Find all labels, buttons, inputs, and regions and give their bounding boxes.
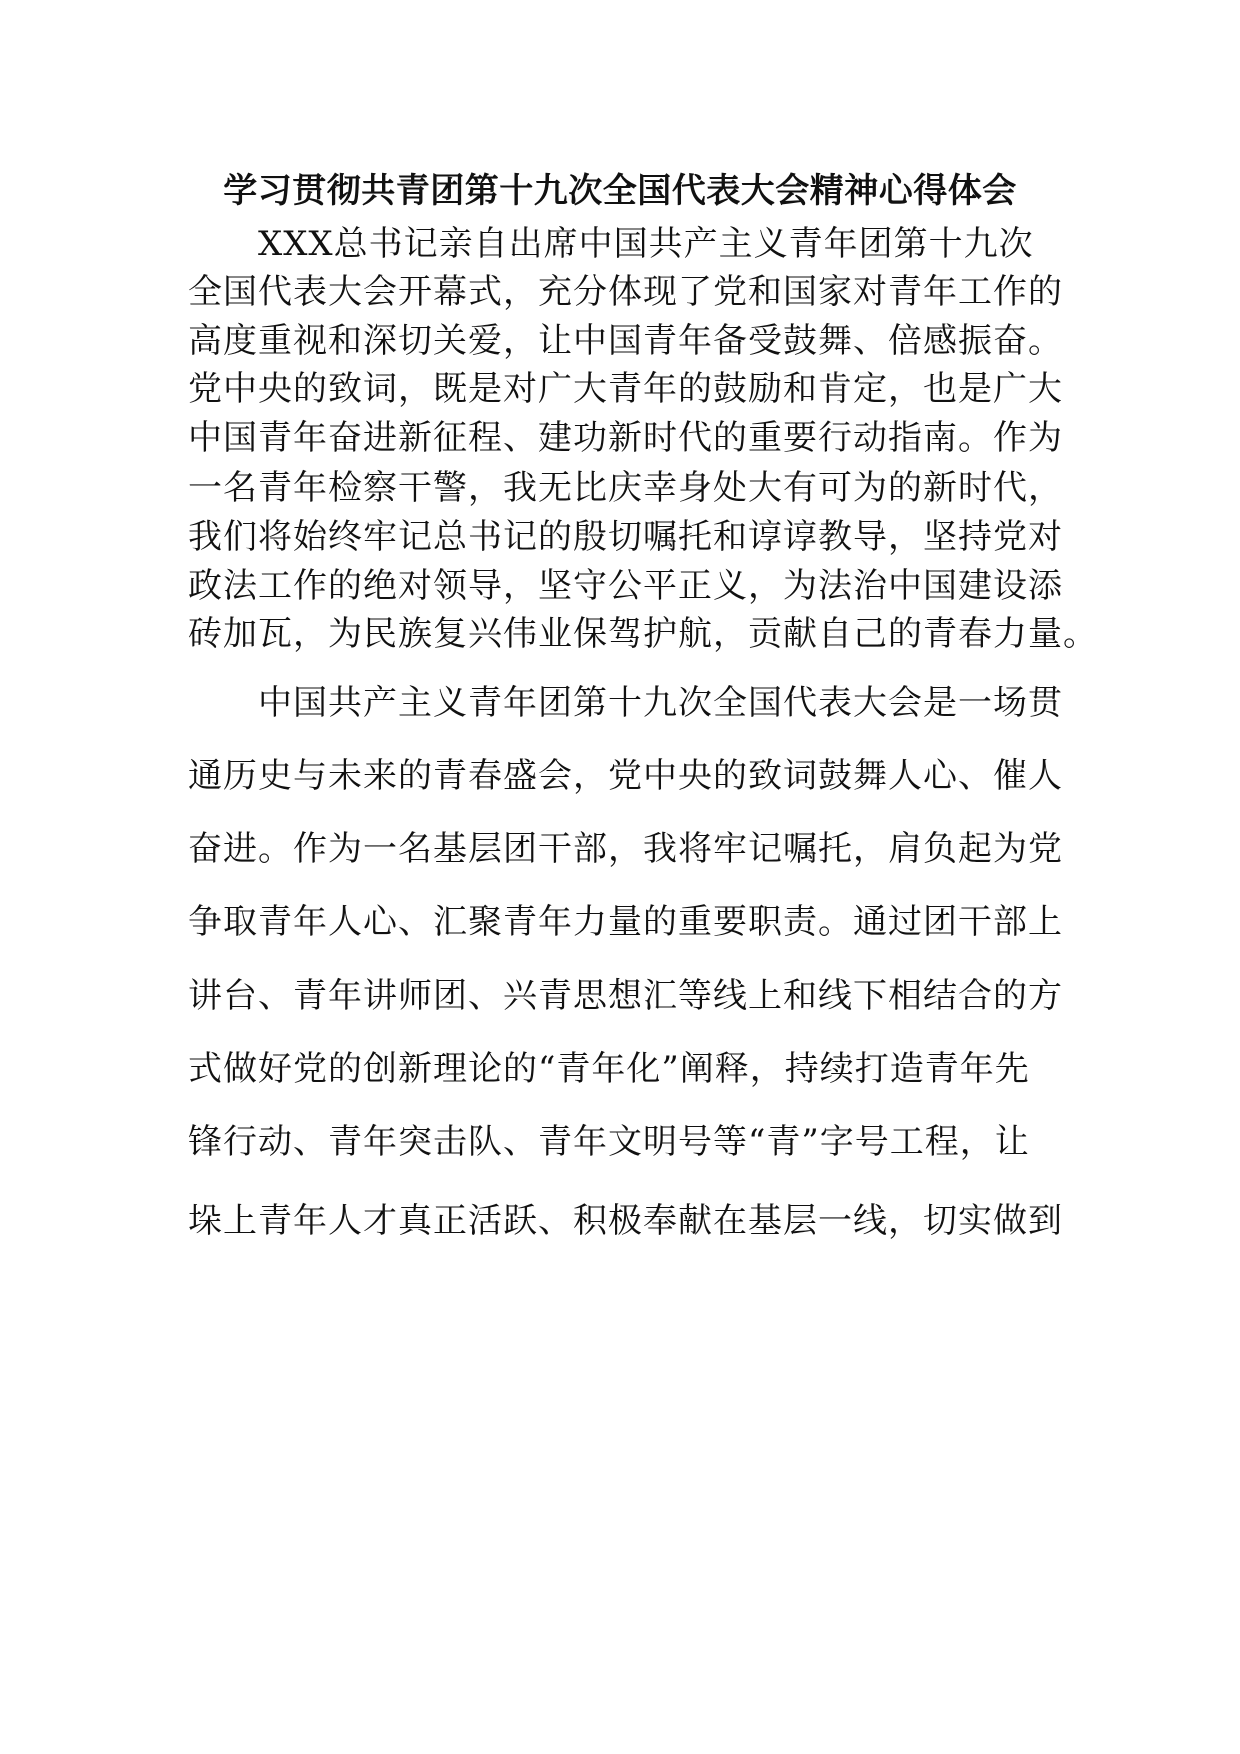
paragraph-1-line-3: 高度重视和深切关爱，让中国青年备受鼓舞、倍感振奋。 <box>188 321 1063 361</box>
paragraph-2-line-2: 通历史与未来的青春盛会，党中央的致词鼓舞人心、催人 <box>188 756 1063 796</box>
paragraph-1-line-2: 全国代表大会开幕式，充分体现了党和国家对青年工作的 <box>188 272 1063 312</box>
paragraph-1-line-4: 党中央的致词，既是对广大青年的鼓励和肯定，也是广大 <box>188 369 1063 409</box>
paragraph-1-line-9: 砖加瓦，为民族复兴伟业保驾护航，贡献自己的青春力量。 <box>188 614 1098 654</box>
paragraph-1-line-5: 中国青年奋进新征程、建功新时代的重要行动指南。作为 <box>188 418 1063 458</box>
paragraph-2-line-1: 中国共产主义青年团第十九次全国代表大会是一场贯 <box>258 683 1063 723</box>
paragraph-1-line-1: XXX总书记亲自出席中国共产主义青年团第十九次 <box>258 224 1034 264</box>
paragraph-2-line-4: 争取青年人心、汇聚青年力量的重要职责。通过团干部上 <box>188 902 1063 942</box>
document-title: 学习贯彻共青团第十九次全国代表大会精神心得体会 <box>223 171 1017 211</box>
paragraph-1-line-8: 政法工作的绝对领导，坚守公平正义，为法治中国建设添 <box>188 566 1063 606</box>
paragraph-2-line-8: 垛上青年人才真正活跃、积极奉献在基层一线，切实做到 <box>188 1201 1063 1241</box>
paragraph-2-line-3: 奋进。作为一名基层团干部，我将牢记嘱托，肩负起为党 <box>188 829 1063 869</box>
paragraph-1-line-7: 我们将始终牢记总书记的殷切嘱托和谆谆教导，坚持党对 <box>188 517 1063 557</box>
paragraph-2-line-7: 锋行动、青年突击队、青年文明号等“青”字号工程，让 <box>188 1122 1030 1162</box>
paragraph-2-line-5: 讲台、青年讲师团、兴青思想汇等线上和线下相结合的方 <box>188 976 1063 1016</box>
paragraph-2-line-6: 式做好党的创新理论的“青年化”阐释，持续打造青年先 <box>188 1049 1030 1089</box>
paragraph-1-line-6: 一名青年检察干警，我无比庆幸身处大有可为的新时代， <box>188 468 1063 508</box>
